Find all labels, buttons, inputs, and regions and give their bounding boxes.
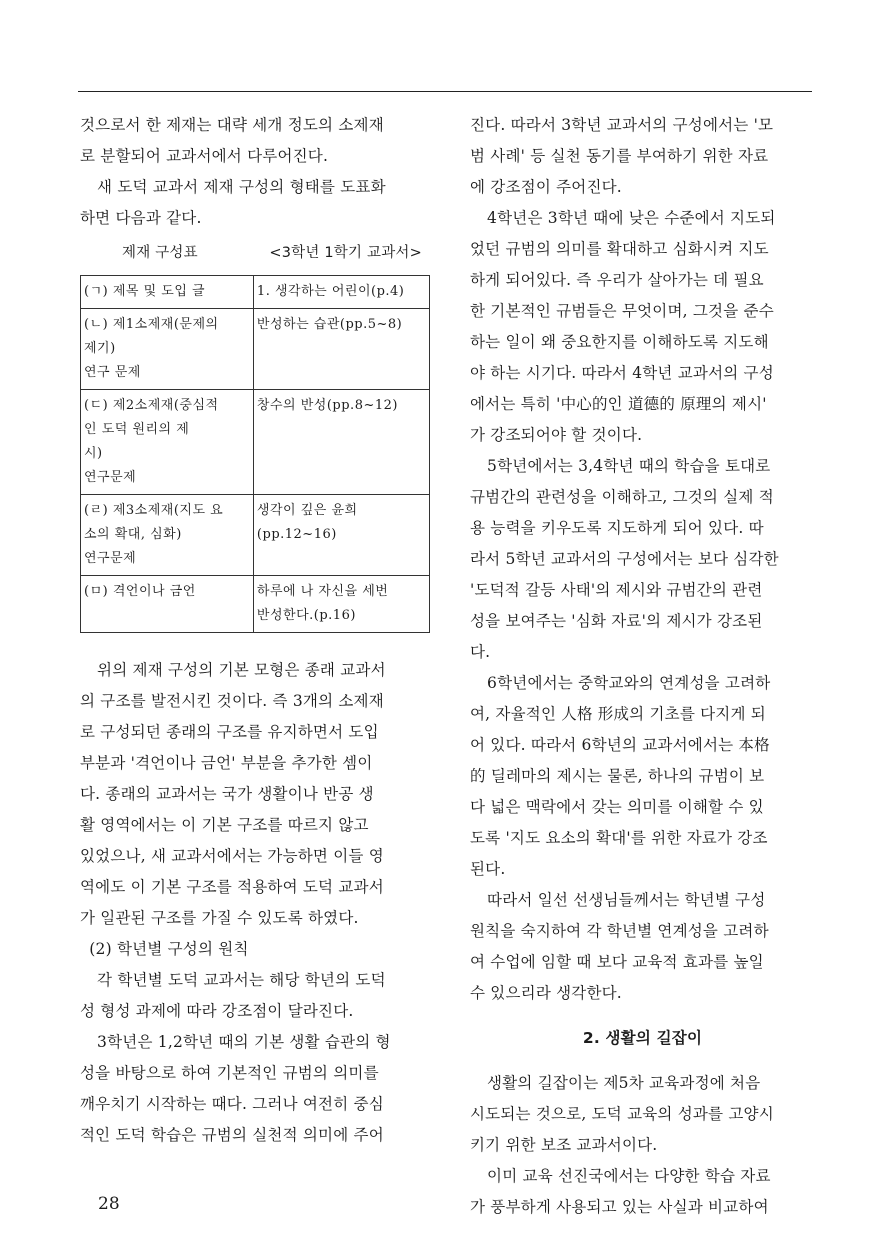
paragraph: 따라서 일선 선생님들께서는 학년별 구성 원칙을 숙지하여 각 학년별 연계성을 고려하 여 수업에 임할 때 보다 교육적 효과를 높일 수 있으리라 생각한다. (470, 891, 769, 1002)
paragraph: 것으로서 한 제재는 대략 세개 정도의 소제재 로 분할되어 교과서에서 다루어진다. (80, 116, 384, 165)
table-cell: (ㄹ) 제3소제재(지도 요 소의 확대, 심화) 연구문제 (81, 495, 254, 576)
table-row (81, 276, 430, 309)
paragraph: 새 도덕 교과서 제재 구성의 형태를 도표화 하면 다음과 같다. (80, 178, 386, 227)
table-cell: (ㅁ) 격언이나 금언 (81, 576, 254, 633)
table-cell: (ㄴ) 제1소제재(문제의 제기) 연구 문제 (81, 309, 254, 390)
table-cell: 반성하는 습관(pp.5~8) (253, 309, 429, 390)
paragraph: 4학년은 3학년 때에 낮은 수준에서 지도되 었던 규범의 의미를 확대하고 심화시켜 지도 하게 되어있다. 즉 우리가 살아가는 데 필요 한 기본적인 규범들은 무엇이며, 그것을 준수 하는 일이 왜 중요한지를 이해하도록 지도해 야 하는 시기다. 따라서 4학년 교과서의 구성 에서는 특히 '中心的인 道德的 原理의 제시' 가 강조되어야 할 것이다. (470, 209, 776, 444)
paragraph: 위의 제재 구성의 기본 모형은 종래 교과서 의 구조를 발전시킨 것이다. 즉 3개의 소제재 로 구성되던 종래의 구조를 유지하면서 도입 부분과 '격언이나 금언' 부분을 추가한 셈이 다. 종래의 교과서는 국가 생활이나 반공 생 활 영역에서는 이 기본 구조를 따르지 않고 있었으나, 새 교과서에서는 가능하면 이들 영 역에도 이 기본 구조를 적용하여 도덕 교과서 가 일관된 구조를 가질 수 있도록 하였다. (80, 661, 386, 927)
table-cell: 1. 생각하는 어린이(p.4) (253, 276, 429, 309)
table-cell: 창수의 반성(pp.8~12) (253, 390, 429, 495)
table-title: 제재 구성표 (122, 245, 198, 261)
table-source: <3학년 1학기 교과서> (269, 245, 422, 261)
table-cell: (ㄱ) 제목 및 도입 글 (81, 276, 254, 309)
table-caption (80, 238, 430, 269)
paragraph: 6학년에서는 중학교와의 연계성을 고려하 여, 자율적인 人格 形成의 기초를 다지게 되 어 있다. 따라서 6학년의 교과서에서는 本格 的 딜레마의 제시는 물론, 하나의 규범이 보 다 넓은 맥락에서 갖는 의미를 이해할 수 있 도록 '지도 요소의 확대'를 위한 자료가 강조 된다. (470, 674, 771, 878)
header-rule (78, 91, 812, 92)
table-cell: 생각이 깊은 윤희 (pp.12~16) (253, 495, 429, 576)
paragraph: 진다. 따라서 3학년 교과서의 구성에서는 '모 범 사례' 등 실천 동기를 부여하기 위한 자료 에 강조점이 주어진다. (470, 116, 774, 196)
table-row (81, 390, 430, 495)
left-column (80, 110, 430, 1151)
table-row (81, 309, 430, 390)
table-row (81, 576, 430, 633)
paragraph: 생활의 길잡이는 제5차 교육과정에 처음 시도되는 것으로, 도덕 교육의 성과를 고양시 키기 위한 보조 교과서이다. (470, 1074, 774, 1154)
paragraph: 이미 교육 선진국에서는 다양한 학습 자료 가 풍부하게 사용되고 있는 사실과 비교하여 (470, 1167, 771, 1216)
table-cell: (ㄷ) 제2소제재(중심적 인 도덕 원리의 제 시) 연구문제 (81, 390, 254, 495)
subsection-heading: (2) 학년별 구성의 원칙 (89, 940, 249, 958)
page-number: 28 (98, 1194, 120, 1214)
section-title: 2. 생활의 길잡이 (582, 1029, 703, 1047)
paragraph: 5학년에서는 3,4학년 때의 학습을 토대로 규범간의 관련성을 이해하고, 그것의 실제 적 용 능력을 키우도록 지도하게 되어 있다. 따 라서 5학년 교과서의 구성에서는 보다 심각한 '도덕적 갈등 사태'의 제시와 규범간의 관련 성을 보여주는 '심화 자료'의 제시가 강조된 다. (470, 457, 779, 661)
right-column (470, 110, 815, 1223)
table-cell: 하루에 나 자신을 세번 반성한다.(p.16) (253, 576, 429, 633)
table-row (81, 495, 430, 576)
paragraph: 각 학년별 도덕 교과서는 해당 학년의 도덕 성 형성 과제에 따라 강조점이 달라진다. (80, 971, 386, 1020)
paragraph: 3학년은 1,2학년 때의 기본 생활 습관의 형 성을 바탕으로 하여 기본적인 규범의 의미를 깨우치기 시작하는 때다. 그러나 여전히 중심 적인 도덕 학습은 규범의 실천적 의미에 주어 (80, 1033, 391, 1144)
subject-structure-table (80, 275, 430, 633)
